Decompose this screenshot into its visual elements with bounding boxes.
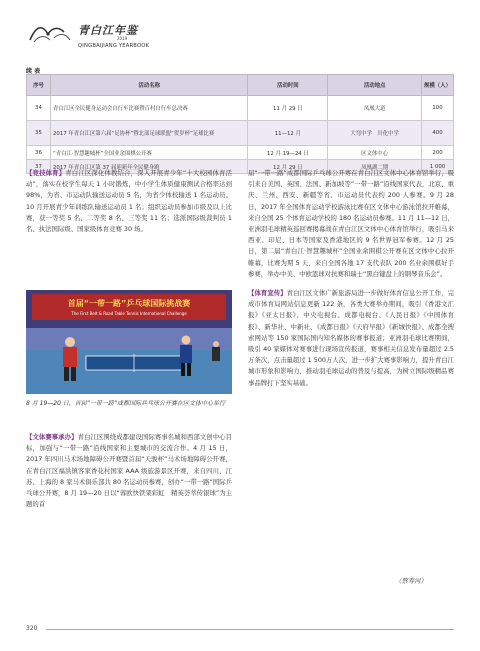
section-label-events: 【文体赛事承办】 <box>26 433 78 441</box>
table-row: 35 2017 年青白江区第六届“足协杯”暨北部足球联盟“贺岁杯”足球比赛 11—12 月 大弯中学 川化中学 400 <box>27 121 454 146</box>
photo-banner-text: 首届“一带一路”乒乓球国际挑战赛 <box>67 299 191 308</box>
section-text-events: 青白江区围绕成都建设国际赛事名城和西部文创中心目标，加强与“一带一路”沿线国家和主要城市的交流合作。4 月 15 日，2017 年四川马术场地障碍公开赛暨首届“天骏杯”马术场地障碍公开赛，在青白江区福洪镇客家香花村国家 AAA 级旅游景区开赛，来自四川、江苏、上海的 8 家马术俱乐部共 80 名运动员参赛，创办“一带一路”国际乒乓球公开赛，8 月 19—20 日以“蓉欧快铁架彩虹 精英荟萃传银球”为主题的首 <box>26 433 233 509</box>
header-name: 活动名称 <box>50 75 247 96</box>
continued-label: 续 表 <box>26 68 41 75</box>
photo-caption: 8 月 19—20 日，首届“一带一路”成都国际乒乓球公开赛在区文体中心举行 <box>26 400 226 407</box>
header-time: 活动时间 <box>248 75 328 96</box>
header-index: 序号 <box>27 75 51 96</box>
author-signature: （蔡寿河） <box>395 577 427 585</box>
photo-banner-text-en: The First Belt & Road Table Tennis International Challenge <box>71 311 187 316</box>
header-scale: 规模（人） <box>422 75 454 96</box>
activity-table <box>26 74 454 174</box>
left-column-top <box>26 168 232 235</box>
yearbook-year: 2019 <box>117 36 128 41</box>
yearbook-subtitle-en: QINGBAIJIANG YEARBOOK <box>78 43 150 49</box>
table-row: 34 青白江区全民健身运动会自行车比赛暨百村自行车总决赛 11 月 29 日 凤凰大道 100 <box>27 96 454 121</box>
section-label-competitive-sports: 【竞技体育】 <box>26 169 66 177</box>
left-column-bottom <box>26 432 232 510</box>
yearbook-logo-icon <box>28 22 72 44</box>
section-label-sports-publicity: 【体育宣传】 <box>248 289 287 298</box>
section-text-sports-publicity: 青白江区文体广新旅游局进一步做好体育信息公开工作，完成市体育局网站信息更新 122 条，各类大赛举办期间，吸引《香港文汇报》《亚太日报》、中央电视台、成都电视台、《人民日报》《中国体育报》、新华社、中新社、《成都日报》《天府早报》《新城快报》、成都全搜索网站等 150 家国际国内知名媒体的赛事报道；亚洲羽毛球比赛期间，吸引 40 家媒体对赛事进行现场宣传报道，赛事相关信息发布量超过 2.5 万条次，点击量超过 1 500万人次，进一步扩大赛事影响力，提升青白江城市形象和影响力，推动羽毛球运动的普及与提高，为树立国际级精品赛事品牌打下坚实基础。 <box>248 289 455 387</box>
right-column <box>248 168 454 389</box>
table-row: 37 2017 年青白江区第 37 届迎新年全民健身跑 12 月 29 日 凤凰湖二期 1 000 <box>27 160 454 174</box>
section-text-competitive-sports: 青白江区深化体教结合，深入开展青少年“十大校园体育活动”，落实在校学生每天 1 小时锻炼，中小学生体质健康测试合格率达到 98%，为省、市运动队输送运动员 5 名，为省少体校输送 1 名运动员。10 月开展青少年训练队输送运动员 1 名；组织运动员参加市级及以上比赛，获一等奖 5 名、二等奖 8 名、三等奖 11 名；选派国际级裁判员 1 名、执法国际级、国家级体育竞赛 30 场。 <box>26 169 233 234</box>
table-row: 36 “青白江·智慧趣城杯”全国业余围棋公开赛 12 月 19—24 日 区文体中心 200 <box>27 146 454 160</box>
yearbook-title: 青白江年鉴 <box>78 24 138 37</box>
table-tennis-photo <box>26 290 232 394</box>
page-number: 320 <box>26 625 38 632</box>
footer-rule <box>46 629 454 630</box>
events-continued-paragraph: 届“一带一路”成都国际乒乓球公开赛在青白江区文体中心体育馆举行，吸引来自美国、英国、法国、新加坡等“一带一路”沿线国家代表，北京、重庆、兰州、西安、新疆等省、市运动员代表约 200 人参赛。9 月 28 日，2017 年全国体育运动学校游泳比赛在区文体中心游泳馆拉开帷幕，来自全国 25 个体育运动学校的 180 名运动员参赛。11 月 11—12 日，亚洲羽毛球精英巡回赛揭幕战在青白江区文体中心体育馆举行，吸引马来西亚、印尼、日本等国家及香港地区的 9 名世界冠军参赛。12 月 25 日，第二届“青白江·智慧趣城杯”全国业余围棋公开赛在区文体中心拉开帷幕，比赛为期 5 天，来自全国各地 17 支代表队 200 名业余围棋好手参赛，举办中美、中欧篮球对抗赛和瑞士“黑白键盘上的钢琴音乐会”。 <box>248 169 454 278</box>
header-location: 活动地点 <box>328 75 422 96</box>
table-header-row <box>27 75 454 96</box>
photo-illustration <box>26 290 232 394</box>
